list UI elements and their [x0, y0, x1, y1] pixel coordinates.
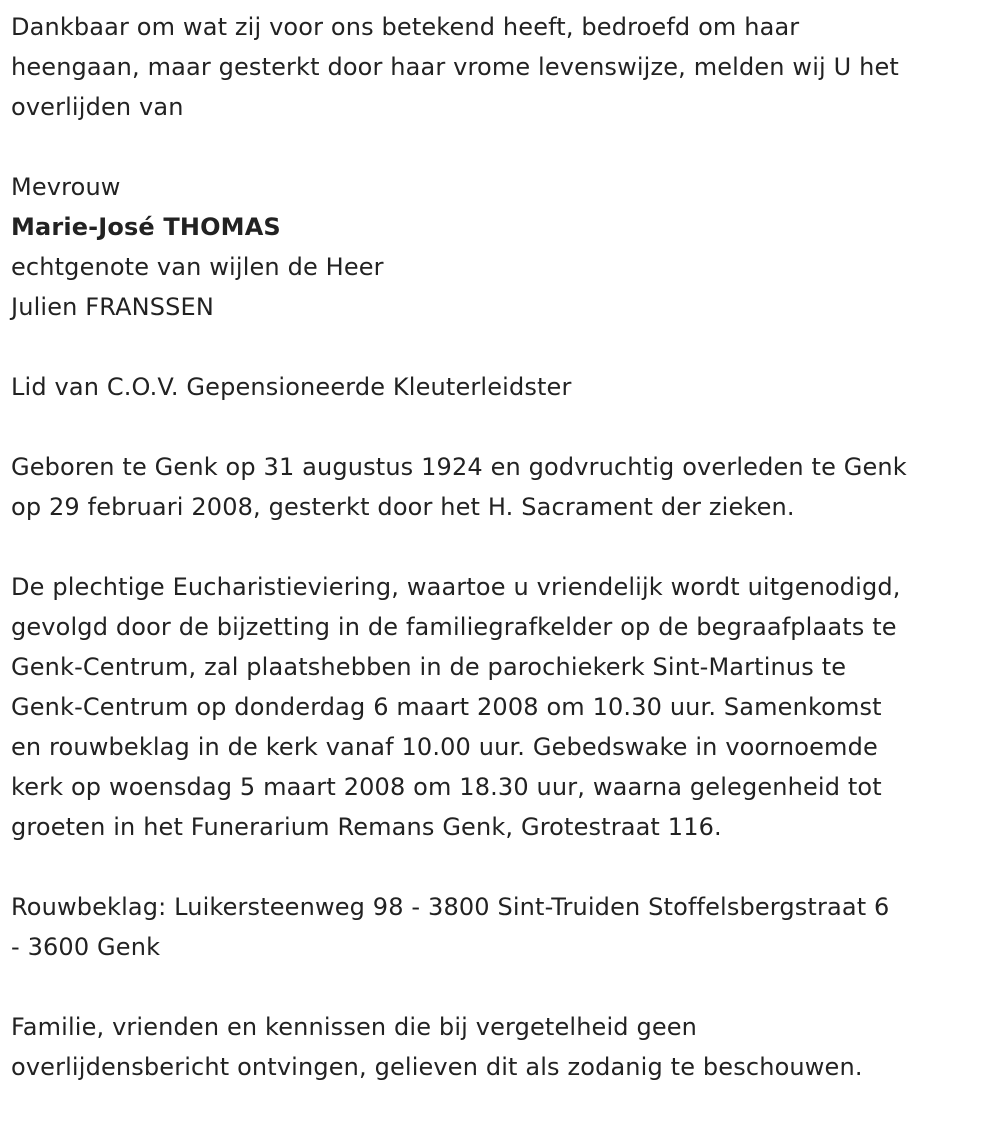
ceremony-line-3: Genk-Centrum, zal plaatshebben in de parochiekerk Sint-Martinus te [11, 653, 847, 681]
ceremony-line-5: en rouwbeklag in de kerk vanaf 10.00 uur. Gebedswake in voornoemde [11, 733, 878, 761]
ceremony-line-7: groeten in het Funerarium Remans Genk, Grotestraat 116. [11, 813, 722, 841]
spouse-name: Julien FRANSSEN [11, 293, 214, 321]
membership-paragraph [11, 367, 990, 407]
deceased-block [11, 167, 990, 327]
ceremony-line-2: gevolgd door de bijzetting in de familiegrafkelder op de begraafplaats te [11, 613, 897, 641]
deceased-name: Marie-José THOMAS [11, 213, 281, 241]
intro-paragraph [11, 7, 990, 127]
ceremony-line-1: De plechtige Eucharistieviering, waartoe u vriendelijk wordt uitgenodigd, [11, 573, 901, 601]
birth-death-paragraph [11, 447, 990, 527]
notice-line-2: overlijdensbericht ontvingen, gelieven dit als zodanig te beschouwen. [11, 1053, 863, 1081]
membership-line: Lid van C.O.V. Gepensioneerde Kleuterleidster [11, 373, 572, 401]
spacer [11, 967, 990, 1007]
ceremony-line-4: Genk-Centrum op donderdag 6 maart 2008 om 10.30 uur. Samenkomst [11, 693, 882, 721]
deceased-relation: echtgenote van wijlen de Heer [11, 253, 384, 281]
spacer [11, 327, 990, 367]
intro-line-1: Dankbaar om wat zij voor ons betekend heeft, bedroefd om haar [11, 13, 800, 41]
spacer [11, 847, 990, 887]
spacer [11, 127, 990, 167]
spacer [11, 407, 990, 447]
birth-death-line-2: op 29 februari 2008, gesterkt door het H. Sacrament der zieken. [11, 493, 795, 521]
ceremony-line-6: kerk op woensdag 5 maart 2008 om 18.30 uur, waarna gelegenheid tot [11, 773, 882, 801]
intro-line-3: overlijden van [11, 93, 184, 121]
condolences-paragraph [11, 887, 990, 967]
spacer [11, 527, 990, 567]
intro-line-2: heengaan, maar gesterkt door haar vrome levenswijze, melden wij U het [11, 53, 899, 81]
notice-line-1: Familie, vrienden en kennissen die bij vergetelheid geen [11, 1013, 698, 1041]
ceremony-paragraph [11, 567, 990, 847]
deceased-title: Mevrouw [11, 173, 121, 201]
condolences-line-2: - 3600 Genk [11, 933, 161, 961]
birth-death-line-1: Geboren te Genk op 31 augustus 1924 en godvruchtig overleden te Genk [11, 453, 907, 481]
condolences-line-1: Rouwbeklag: Luikersteenweg 98 - 3800 Sint-Truiden Stoffelsbergstraat 6 [11, 893, 890, 921]
notice-paragraph [11, 1007, 990, 1087]
